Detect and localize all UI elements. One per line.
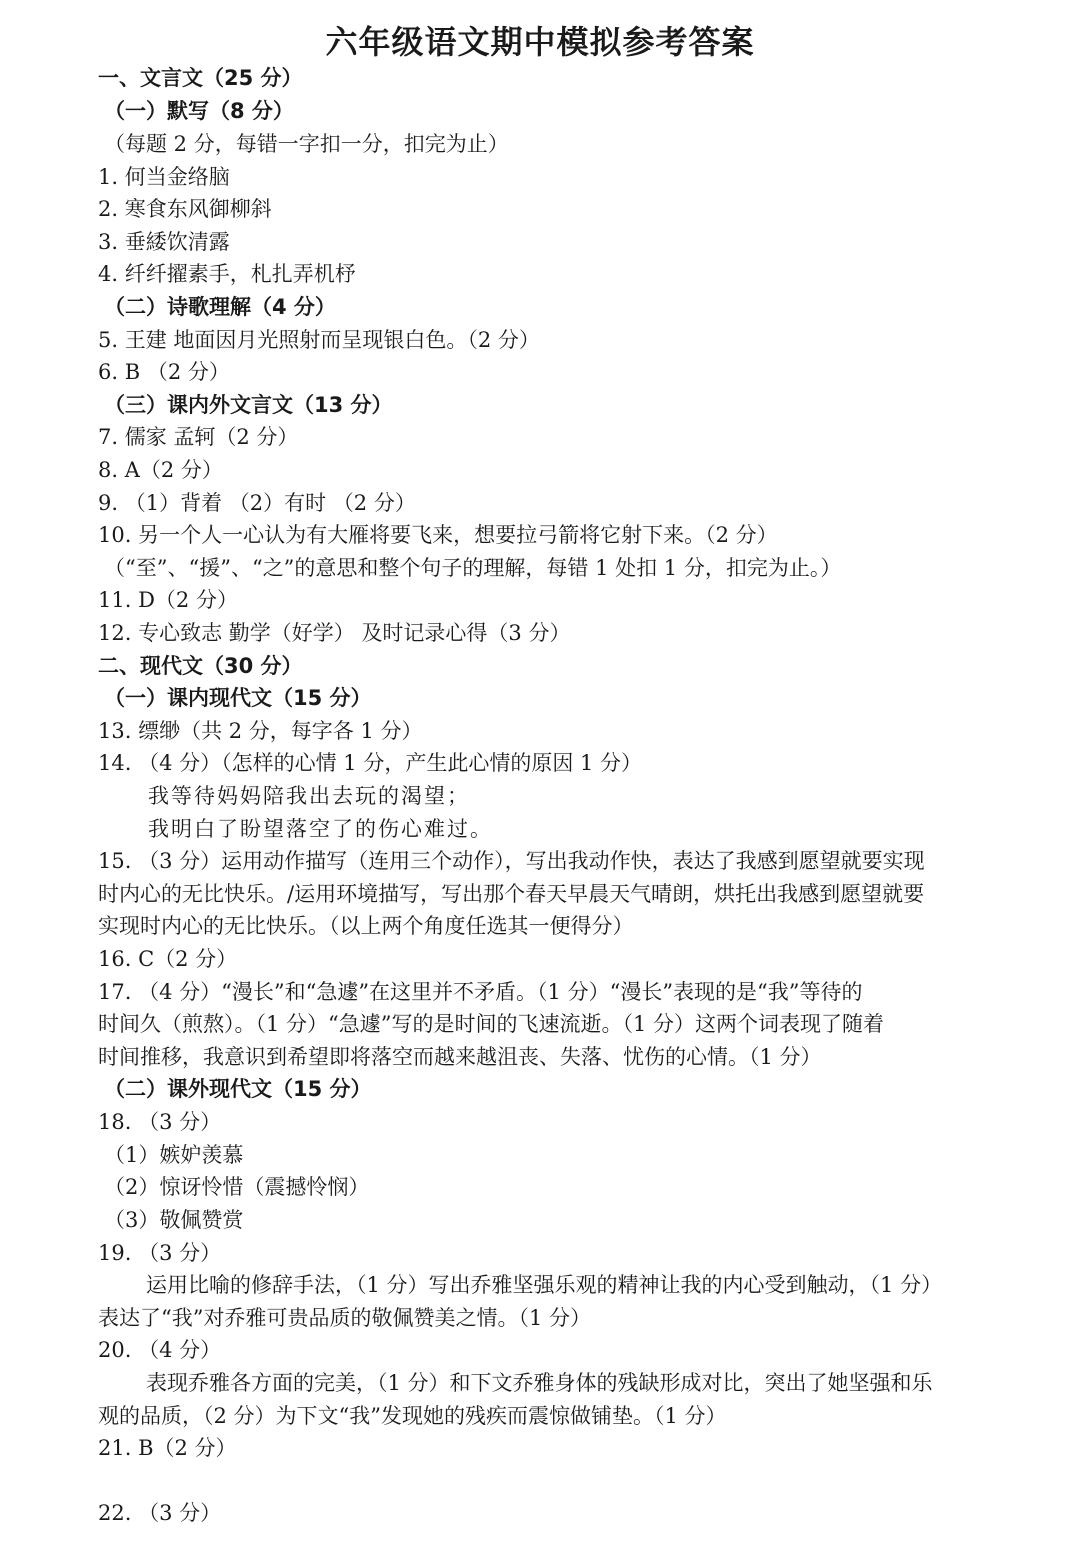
- answer-line: 实现时内心的无比快乐。（以上两个角度任选其一便得分）: [98, 914, 634, 938]
- answer-line: 13. 缥缈（共 2 分，每字各 1 分）: [98, 719, 423, 743]
- answer-line: 我明白了盼望落空了的伤心难过。: [148, 817, 493, 841]
- answer-line: 时间久（煎熬）。（1 分）“急遽”写的是时间的飞速流逝。（1 分）这两个词表现了随着: [98, 1012, 885, 1036]
- subsection-heading: （二）诗歌理解（4 分）: [104, 295, 336, 319]
- page-title: 六年级语文期中模拟参考答案: [325, 23, 755, 61]
- answer-line: 12. 专心致志 勤学（好学） 及时记录心得（3 分）: [98, 621, 571, 645]
- subsection-heading: （一）课内现代文（15 分）: [104, 686, 372, 710]
- scoring-note: （每题 2 分，每错一字扣一分，扣完为止）: [104, 132, 509, 156]
- answer-line: 16. C（2 分）: [98, 947, 238, 971]
- answer-line: 表现乔雅各方面的完美，（1 分）和下文乔雅身体的残缺形成对比，突出了她坚强和乐: [146, 1371, 933, 1395]
- answer-line: 5. 王建 地面因月光照射而呈现银白色。（2 分）: [98, 328, 540, 352]
- subsection-heading: （二）课外现代文（15 分）: [104, 1077, 372, 1101]
- subsection-heading: （三）课内外文言文（13 分）: [104, 393, 393, 417]
- answer-line: 1. 何当金络脑: [98, 165, 230, 189]
- answer-line: （3）敬佩赞赏: [104, 1208, 244, 1232]
- answer-line: 10. 另一个人一心认为有大雁将要飞来，想要拉弓箭将它射下来。（2 分）: [98, 523, 778, 547]
- answer-line: 8. A（2 分）: [98, 458, 223, 482]
- answer-line: 19. （3 分）: [98, 1241, 222, 1265]
- answer-line: （2）惊讶怜惜（震撼怜悯）: [104, 1175, 370, 1199]
- answer-line: （1）嫉妒羡慕: [104, 1143, 244, 1167]
- answer-line: 运用比喻的修辞手法，（1 分）写出乔雅坚强乐观的精神让我的内心受到触动，（1 分）: [146, 1273, 943, 1297]
- answer-line: 时间推移，我意识到希望即将落空而越来越沮丧、失落、忧伤的心情。（1 分）: [98, 1045, 822, 1069]
- answer-line: 6. B （2 分）: [98, 360, 230, 384]
- scoring-note: （“至”、“援”、“之”的意思和整个句子的理解，每错 1 处扣 1 分，扣完为止。）: [104, 556, 842, 580]
- answer-line: 11. D（2 分）: [98, 588, 238, 612]
- answer-line: 4. 纤纤擢素手，札扎弄机杼: [98, 262, 356, 286]
- answer-line: 21. B（2 分）: [98, 1436, 237, 1460]
- answer-line: 我等待妈妈陪我出去玩的渴望；: [148, 784, 470, 808]
- answer-line: 时内心的无比快乐。/运用环境描写，写出那个春天早晨天气晴朗，烘托出我感到愿望就要: [98, 882, 925, 906]
- answer-line: 18. （3 分）: [98, 1110, 222, 1134]
- answer-line: 7. 儒家 孟轲（2 分）: [98, 425, 299, 449]
- answer-line: 14. （4 分）（怎样的心情 1 分，产生此心情的原因 1 分）: [98, 751, 643, 775]
- answer-line: 17. （4 分）“漫长”和“急遽”在这里并不矛盾。（1 分）“漫长”表现的是“我”等待的: [98, 980, 863, 1004]
- answer-line: 9. （1）背着 （2）有时 （2 分）: [98, 491, 416, 515]
- answer-line: 表达了“我”对乔雅可贵品质的敬佩赞美之情。（1 分）: [98, 1306, 592, 1330]
- subsection-heading: （一）默写（8 分）: [104, 99, 294, 123]
- answer-line: 22. （3 分）: [98, 1501, 222, 1525]
- answer-line: 观的品质，（2 分）为下文“我”发现她的残疾而震惊做铺垫。（1 分）: [98, 1404, 727, 1428]
- section-heading: 一、文言文（25 分）: [98, 66, 303, 90]
- answer-line: 2. 寒食东风御柳斜: [98, 197, 272, 221]
- section-heading: 二、现代文（30 分）: [98, 654, 303, 678]
- answer-line: 20. （4 分）: [98, 1338, 222, 1362]
- answer-line: 3. 垂緌饮清露: [98, 230, 230, 254]
- answer-line: 15. （3 分）运用动作描写（连用三个动作），写出我动作快，表达了我感到愿望就要实现: [98, 849, 925, 873]
